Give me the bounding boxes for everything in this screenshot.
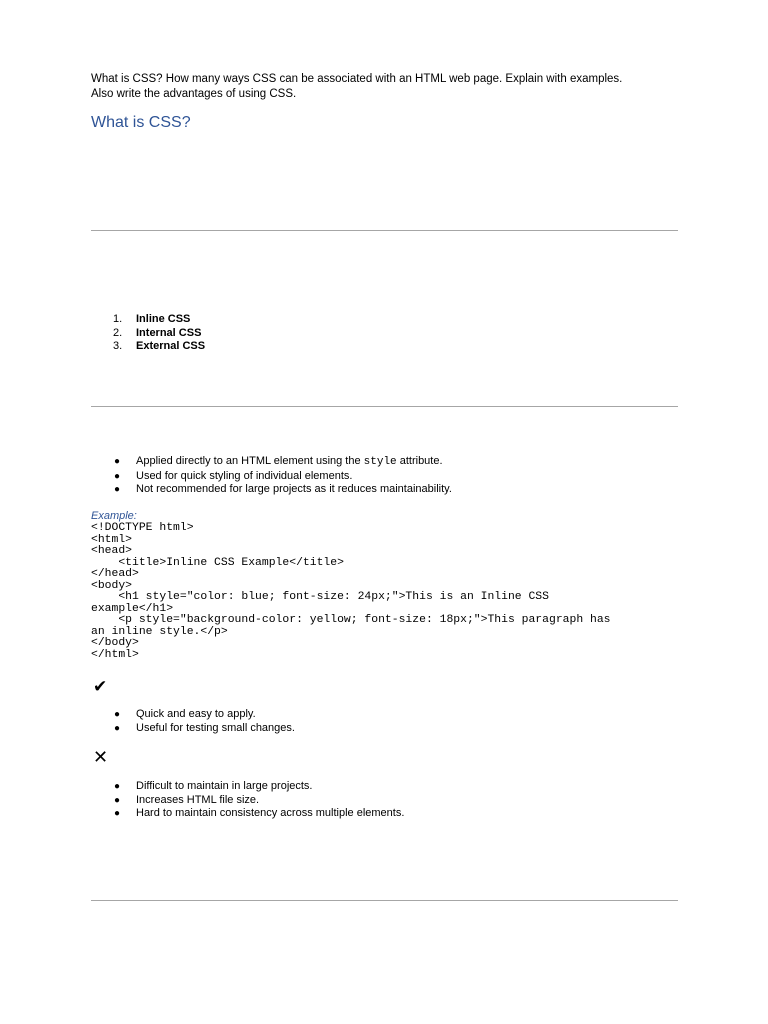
list-number: 1. [113,313,123,325]
advantage-text: Quick and easy to apply. [136,708,256,720]
point-text: Not recommended for large projects as it reduces maintainability. [136,483,452,495]
code-line: example</h1> [91,602,174,615]
list-item [113,794,404,808]
list-item [113,780,404,794]
list-number: 3. [113,340,123,352]
code-line: </html> [91,648,139,661]
code-line: <h1 style="color: blue; font-size: 24px;">This is an Inline CSS [91,591,549,603]
point-text: Applied directly to an HTML element using the [136,455,364,467]
code-line: an inline style.</p> [91,625,228,638]
list-item [113,470,452,484]
point-text: Used for quick styling of individual elements. [136,469,353,482]
list-item [113,807,404,821]
question-text [91,72,691,102]
bullet-icon: ● [114,709,121,720]
disadvantage-text: Increases HTML file size. [136,793,260,806]
disadvantage-text: Difficult to maintain in large projects. [136,780,313,792]
list-item [113,708,295,722]
method-label: Internal CSS [136,326,202,339]
bullet-icon: ● [114,470,121,482]
horizontal-rule [91,900,678,901]
list-number: 2. [113,326,123,339]
code-line: <!DOCTYPE html> [91,522,194,534]
point-text: attribute. [396,455,443,467]
bullet-icon: ● [114,484,121,495]
bullet-icon: ● [114,456,121,467]
disadvantages-list [113,780,404,821]
list-item [113,483,452,497]
code-line: </head> [91,568,139,580]
list-item [113,313,205,327]
horizontal-rule [91,406,678,407]
list-item [113,327,205,341]
advantage-text: Useful for testing small changes. [136,721,295,734]
code-line: <p style="background-color: yellow; font-size: 18px;">This paragraph has [91,614,611,626]
bullet-icon: ● [114,808,121,819]
inline-points-list [113,455,452,497]
code-inline: style [363,456,397,468]
cross-icon: ✕ [93,747,109,767]
question-line-2: Also write the advantages of using CSS. [91,88,297,100]
methods-list [113,313,205,354]
question-line-1: What is CSS? How many ways CSS can be associated with an HTML web page. Explain with examples. [91,73,623,85]
advantages-list [113,708,295,735]
code-block [91,523,611,661]
method-label: Inline CSS [136,313,191,325]
list-item [113,455,452,470]
bullet-icon: ● [114,781,121,792]
bullet-icon: ● [114,722,121,734]
list-item [113,340,205,354]
section-heading: What is CSS? [91,114,191,131]
disadvantage-text: Hard to maintain consistency across multiple elements. [136,807,405,819]
bullet-icon: ● [114,794,121,806]
horizontal-rule [91,230,678,231]
code-line: </body> [91,637,139,649]
code-line: <head> [91,545,133,557]
check-icon: ✔ [93,677,108,696]
example-label: Example: [91,510,137,522]
code-line: <html> [91,533,133,546]
code-line: <body> [91,579,133,592]
list-item [113,722,295,736]
method-label: External CSS [136,340,206,352]
code-line: <title>Inline CSS Example</title> [91,556,344,569]
